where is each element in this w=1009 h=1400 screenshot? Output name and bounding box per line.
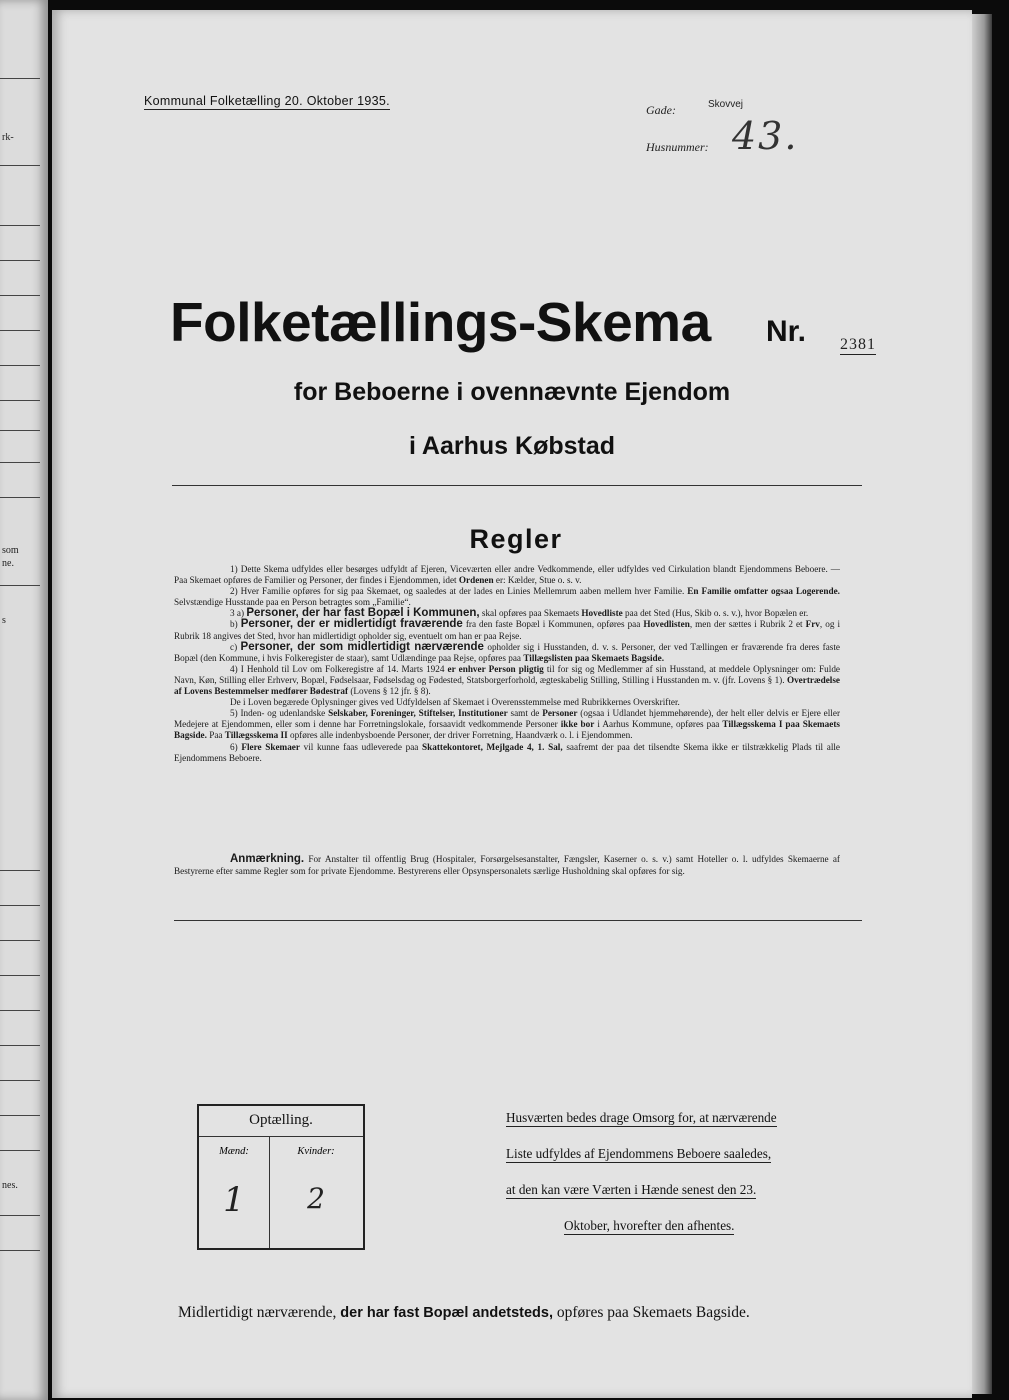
- notice-line: Oktober, hvorefter den afhentes.: [564, 1218, 735, 1233]
- previous-page-rule: [0, 365, 40, 366]
- form-number-stamp: 2381: [840, 336, 876, 353]
- footer-part: opføres paa Skemaets Bagside.: [556, 1304, 750, 1321]
- previous-page-rule: [0, 462, 40, 463]
- previous-page-rule: [0, 225, 40, 226]
- women-count-handwritten: 2: [307, 1182, 325, 1215]
- divider: [172, 485, 862, 486]
- previous-page-rule: [0, 975, 40, 976]
- previous-page-rule: [0, 1250, 40, 1251]
- rule-6: 6) Flere Skemaer vil kunne faas udleverede paa Skattekontoret, Mejlgade 4, 1. Sal, saafremt der paa det tilsendte Skema ikke er tilstrækkelig Plads til alle Ejendommens Beboere.: [174, 741, 841, 763]
- previous-page-rule: [0, 940, 40, 941]
- previous-page-fragment: som: [2, 545, 19, 556]
- previous-page-rule: [0, 905, 40, 906]
- previous-page-rule: [0, 1010, 40, 1011]
- rule-4: 4) I Henhold til Lov om Folkeregistre af 14. Marts 1924 er enhver Person pligtig til for sig og Medlemmer af sin Husstand, at meddele Oplysninger om: Fulde Navn, Køn, Stilling eller Erhverv, Bopæl, Fødselsaar, Fødselsdag og Fødested, Statsborgerforhold, ægteskabelig Stilling, Stilling i Husstanden m. v. (jfr. Lovens § 1). Overtrædelse af Lovens Bestemmelser medfører Bødestraf (Lovens § 12 jfr. § 8).: [174, 663, 840, 697]
- rule-5: 5) Inden- og udenlandske Selskaber, Foreninger, Stiftelser, Institutioner samt de Personer (ogsaa i Udlandet hjemmehørende), der helt eller delvis er Ejere eller Medejere at Ejendommen, eller som i denne har Forretningslokale, forsaavidt vedkommende Personer ikke bor i Aarhus Kommune, opføres paa Tillægsskema I paa Skemaets Bagside. Paa Tillægsskema II opføres alle indenbysboende Personer, der driver Forretning, Haandværk o. l. i Ejendommen.: [174, 708, 840, 741]
- previous-page-rule: [0, 295, 40, 296]
- husnummer-handwritten: 43.: [732, 114, 799, 158]
- previous-page-rule: [0, 400, 40, 401]
- footer-note: [178, 1304, 750, 1322]
- previous-page-fragment: ne.: [2, 558, 14, 569]
- previous-page-fragment: nes.: [2, 1180, 18, 1191]
- previous-page-rule: [0, 870, 40, 871]
- rules-heading: Regler: [469, 524, 563, 554]
- page-edge: [972, 14, 992, 1394]
- previous-page-rule: [0, 497, 40, 498]
- count-divider: [199, 1136, 363, 1137]
- rule-2: 2) Hver Familie opføres for sig paa Skemaet, og saaledes at der lades en Linies Mellemrum aaben mellem hver Familie. En Familie omfatter ogsaa Logerende. Selvstændige Husstande paa en Person betragtes som „Familie“.: [174, 586, 840, 608]
- previous-page-fragment: rk-: [2, 132, 14, 143]
- gade-label: Gade:: [646, 103, 676, 117]
- previous-page-rule: [0, 330, 40, 331]
- previous-page-rule: [0, 1080, 40, 1081]
- rule-4-note: De i Loven begærede Oplysninger gives ved Udfyldelsen af Skemaet i Overensstemmelse med Rubrikkernes Overskrifter.: [230, 697, 680, 708]
- previous-page-rule: [0, 1215, 40, 1216]
- divider: [174, 920, 862, 921]
- notice-line: Husværten bedes drage Omsorg for, at nærværende: [506, 1110, 777, 1125]
- gade-stamp: Skovvej: [708, 99, 744, 110]
- husnummer-label: Husnummer:: [646, 140, 709, 154]
- count-title: Optælling.: [249, 1112, 313, 1128]
- previous-page-rule: [0, 165, 40, 166]
- form-number-label: Nr.: [766, 315, 807, 348]
- notice-line: Liste udfyldes af Ejendommens Beboere saaledes,: [506, 1146, 772, 1161]
- count-box: [197, 1104, 365, 1250]
- rule-3b: b) Personer, der er midlertidigt fraværende fra den faste Bopæl i Kommunen, opføres paa Hovedlisten, men der sættes i Rubrik 2 et Frv, og i Rubrik 18 angives det Sted, hvor han midlertidigt opholder sig, eventuelt om han er paa Rejse.: [174, 618, 840, 641]
- rule-3c: c) Personer, der som midlertidigt nærværende opholder sig i Husstanden, d. v. s. Personer, der ved Tællingen er fraværende fra deres faste Bopæl (den Kommune, i hvis Folkeregister de staar), samt Udlændinge paa Rejse, opføres paa Tillægslisten paa Skemaets Bagside.: [174, 640, 841, 663]
- previous-page-rule: [0, 430, 40, 431]
- previous-page-rule: [0, 1045, 40, 1046]
- men-count-handwritten: 1: [223, 1180, 245, 1220]
- previous-page-rule: [0, 78, 40, 79]
- remark-text: Anmærkning. For Anstalter til offentlig Brug (Hospitaler, Forsørgelsesanstalter, Fængsler, Kaserner o. s. v.) samt Hoteller o. l. udfyldes Skemaerne af Bestyrerne efter samme Regler som for private Ejendomme. Bestyrerens eller Opsynspersonalets særlige Husholdning skal opføres for sig.: [174, 853, 840, 876]
- previous-page-rule: [0, 585, 40, 586]
- form-subtitle: for Beboerne i ovennævnte Ejendom: [293, 378, 731, 406]
- rule-1: 1) Dette Skema udfyldes eller besørges udfyldt af Ejeren, Viceværten eller andre Vedkommende, eller udfyldes ved Cirkulation blandt Ejendommens Beboere. — Paa Skemaet opføres de Familier og Personer, der findes i Ejendommen, idet Ordenen er: Kælder, Stue o. s. v.: [174, 564, 840, 586]
- form-subtitle-city: i Aarhus Købstad: [408, 432, 616, 460]
- footer-emphasis: der har fast Bopæl andetsteds,: [340, 1305, 554, 1321]
- rules-text: [174, 564, 840, 764]
- census-header: Kommunal Folketælling 20. Oktober 1935.: [144, 94, 390, 108]
- notice-line: at den kan være Værten i Hænde senest den 23.: [506, 1182, 757, 1197]
- rule-3a: 3 a) Personer, der har fast Bopæl i Kommunen, skal opføres paa Skemaets Hovedliste paa det Sted (Hus, Skib o. s. v.), hvor Bopælen er.: [230, 607, 809, 620]
- previous-page-rule: [0, 260, 40, 261]
- men-label: Mænd:: [219, 1146, 249, 1157]
- previous-page-edge: [0, 0, 48, 1400]
- women-label: Kvinder:: [297, 1146, 335, 1157]
- footer-part: Midlertidigt nærværende,: [178, 1304, 337, 1321]
- census-form-page: [52, 10, 972, 1398]
- previous-page-rule: [0, 1115, 40, 1116]
- previous-page-rule: [0, 1150, 40, 1151]
- previous-page-fragment: s: [2, 615, 6, 626]
- form-title: Folketællings-Skema: [170, 291, 711, 353]
